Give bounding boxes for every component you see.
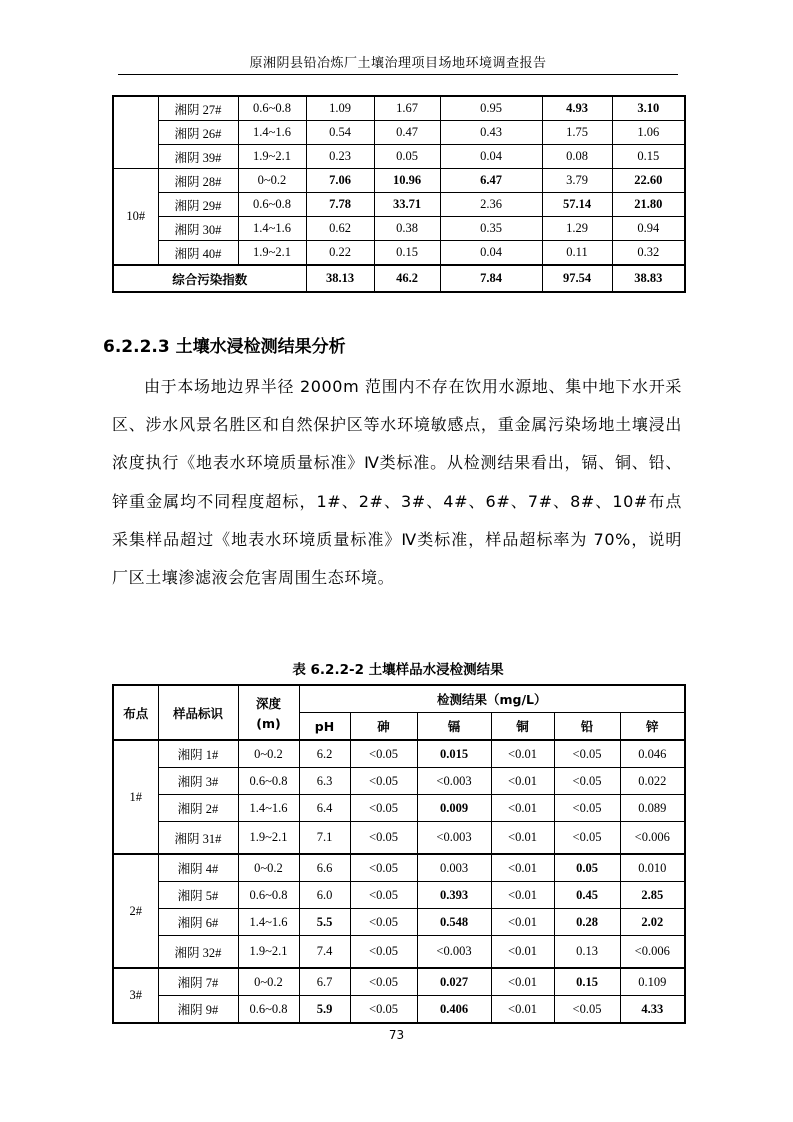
depth-cell: 0~0.2 (238, 854, 299, 882)
value-cell: <0.006 (620, 936, 685, 969)
value-cell: 7.06 (306, 169, 374, 193)
value-cell: 0.548 (417, 909, 491, 936)
value-cell: <0.01 (491, 936, 554, 969)
site-cell: 1# (113, 740, 158, 854)
value-cell: 0.94 (612, 217, 685, 241)
sample-cell: 湘阴 2# (158, 795, 238, 822)
table-row (113, 822, 685, 855)
table-row (113, 882, 685, 909)
section-title: 6.2.2.3 土壤水浸检测结果分析 (103, 337, 346, 357)
table-row (113, 854, 685, 882)
value-cell: 0.015 (417, 740, 491, 768)
table-row (113, 768, 685, 795)
header-col: pH (299, 713, 350, 741)
value-cell: <0.003 (417, 768, 491, 795)
table-row (113, 909, 685, 936)
value-cell: 6.0 (299, 882, 350, 909)
value-cell: 5.9 (299, 996, 350, 1024)
value-cell: 0.95 (440, 96, 542, 121)
value-cell: 1.29 (542, 217, 612, 241)
value-cell: <0.05 (350, 740, 417, 768)
sample-cell: 湘阴 29# (158, 193, 238, 217)
header-col: 铅 (554, 713, 620, 741)
header-col: 镉 (417, 713, 491, 741)
depth-cell: 0.6~0.8 (238, 193, 306, 217)
value-cell: <0.01 (491, 822, 554, 855)
value-cell: <0.01 (491, 768, 554, 795)
depth-cell: 1.9~2.1 (238, 241, 306, 266)
value-cell: 57.14 (542, 193, 612, 217)
depth-cell: 0~0.2 (238, 740, 299, 768)
value-cell: 2.36 (440, 193, 542, 217)
value-cell: <0.05 (350, 854, 417, 882)
value-cell: 0.05 (374, 145, 440, 169)
depth-cell: 0.6~0.8 (238, 996, 299, 1024)
sample-cell: 湘阴 7# (158, 968, 238, 996)
depth-cell: 0.6~0.8 (238, 96, 306, 121)
value-cell: 0.28 (554, 909, 620, 936)
value-cell: 6.7 (299, 968, 350, 996)
value-cell: 7.78 (306, 193, 374, 217)
header-depth (238, 685, 299, 740)
value-cell: 0.32 (612, 241, 685, 266)
depth-cell: 0~0.2 (238, 169, 306, 193)
summary-row (113, 265, 685, 292)
value-cell: <0.01 (491, 854, 554, 882)
header-col: 铜 (491, 713, 554, 741)
value-cell: 0.393 (417, 882, 491, 909)
sample-cell: 湘阴 9# (158, 996, 238, 1024)
summary-value: 7.84 (440, 265, 542, 292)
sample-cell: 湘阴 3# (158, 768, 238, 795)
value-cell: 0.003 (417, 854, 491, 882)
value-cell: <0.05 (554, 795, 620, 822)
value-cell: 7.1 (299, 822, 350, 855)
value-cell: 0.45 (554, 882, 620, 909)
value-cell: 6.4 (299, 795, 350, 822)
header-rule (118, 74, 678, 75)
table-row (113, 96, 685, 121)
value-cell: 0.38 (374, 217, 440, 241)
value-cell: 0.15 (554, 968, 620, 996)
sample-cell: 湘阴 4# (158, 854, 238, 882)
value-cell: <0.05 (350, 968, 417, 996)
value-cell: 0.15 (374, 241, 440, 266)
site-cell: 3# (113, 968, 158, 1023)
value-cell: 0.11 (542, 241, 612, 266)
sample-cell: 湘阴 26# (158, 121, 238, 145)
value-cell: <0.05 (554, 996, 620, 1024)
table-row (113, 936, 685, 969)
value-cell: 0.47 (374, 121, 440, 145)
value-cell: 0.15 (612, 145, 685, 169)
header-col: 砷 (350, 713, 417, 741)
sample-cell: 湘阴 31# (158, 822, 238, 855)
pollution-index-table (112, 95, 686, 293)
depth-cell: 0~0.2 (238, 968, 299, 996)
value-cell: <0.05 (350, 882, 417, 909)
value-cell: 0.406 (417, 996, 491, 1024)
table-row (113, 740, 685, 768)
depth-cell: 1.9~2.1 (238, 145, 306, 169)
value-cell: 0.23 (306, 145, 374, 169)
value-cell: <0.05 (554, 740, 620, 768)
value-cell: 0.089 (620, 795, 685, 822)
sample-cell: 湘阴 40# (158, 241, 238, 266)
value-cell: 2.85 (620, 882, 685, 909)
value-cell: 1.09 (306, 96, 374, 121)
value-cell: 5.5 (299, 909, 350, 936)
sample-cell: 湘阴 28# (158, 169, 238, 193)
value-cell: 0.04 (440, 145, 542, 169)
value-cell: <0.006 (620, 822, 685, 855)
value-cell: 6.2 (299, 740, 350, 768)
summary-value: 46.2 (374, 265, 440, 292)
table-row (113, 193, 685, 217)
depth-cell: 0.6~0.8 (238, 768, 299, 795)
value-cell: 10.96 (374, 169, 440, 193)
value-cell: <0.05 (350, 822, 417, 855)
value-cell: 22.60 (612, 169, 685, 193)
value-cell: <0.01 (491, 795, 554, 822)
header-col: 锌 (620, 713, 685, 741)
value-cell: <0.05 (350, 996, 417, 1024)
site-cell (113, 96, 158, 169)
sample-cell: 湘阴 30# (158, 217, 238, 241)
header-depth-label: 深度 (255, 696, 281, 711)
value-cell: <0.05 (350, 768, 417, 795)
site-cell: 2# (113, 854, 158, 968)
value-cell: 3.10 (612, 96, 685, 121)
summary-value: 97.54 (542, 265, 612, 292)
value-cell: 0.08 (542, 145, 612, 169)
water-leaching-results-table (112, 684, 686, 1024)
depth-cell: 1.4~1.6 (238, 121, 306, 145)
value-cell: 33.71 (374, 193, 440, 217)
table-row (113, 217, 685, 241)
header-sample: 样品标识 (158, 685, 238, 740)
site-cell: 10# (113, 169, 158, 266)
value-cell: 0.04 (440, 241, 542, 266)
header-depth-unit: (m) (256, 716, 281, 731)
value-cell: 0.05 (554, 854, 620, 882)
table-row (113, 996, 685, 1024)
value-cell: <0.05 (350, 795, 417, 822)
value-cell: 0.43 (440, 121, 542, 145)
value-cell: 4.33 (620, 996, 685, 1024)
table-row (113, 241, 685, 266)
depth-cell: 1.4~1.6 (238, 795, 299, 822)
table-row (113, 121, 685, 145)
table-row (113, 968, 685, 996)
table-row (113, 795, 685, 822)
value-cell: <0.01 (491, 996, 554, 1024)
sample-cell: 湘阴 6# (158, 909, 238, 936)
value-cell: 4.93 (542, 96, 612, 121)
header-results: 检测结果（mg/L） (299, 685, 685, 713)
value-cell: <0.003 (417, 822, 491, 855)
value-cell: 7.4 (299, 936, 350, 969)
value-cell: 0.22 (306, 241, 374, 266)
value-cell: 0.009 (417, 795, 491, 822)
summary-value: 38.83 (612, 265, 685, 292)
value-cell: 6.47 (440, 169, 542, 193)
table-row (113, 169, 685, 193)
value-cell: 1.75 (542, 121, 612, 145)
header-site: 布点 (113, 685, 158, 740)
value-cell: 1.06 (612, 121, 685, 145)
value-cell: 0.027 (417, 968, 491, 996)
analysis-paragraph: 由于本场地边界半径 2000m 范围内不存在饮用水源地、集中地下水开采区、涉水风景名胜区和自然保护区等水环境敏感点，重金属污染场地土壤浸出浓度执行《地表水环境质量标准》Ⅳ类标准。从检测结果看出，镉、铜、铅、锌重金属均不同程度超标，1#、2#、3#、4#、6#、7#、8#、10#布点采集样品超过《地表水环境质量标准》Ⅳ类标准，样品超标率为 70%，说明厂区土壤渗滤液会危害周围生态环境。 (112, 377, 682, 588)
value-cell: 6.6 (299, 854, 350, 882)
value-cell: 0.35 (440, 217, 542, 241)
table-row (113, 145, 685, 169)
sample-cell: 湘阴 32# (158, 936, 238, 969)
summary-value: 38.13 (306, 265, 374, 292)
depth-cell: 1.4~1.6 (238, 909, 299, 936)
value-cell: 0.022 (620, 768, 685, 795)
table-caption: 表 6.2.2-2 土壤样品水浸检测结果 (292, 662, 504, 678)
value-cell: <0.003 (417, 936, 491, 969)
page-header: 原湘阴县铅冶炼厂土壤治理项目场地环境调查报告 (249, 56, 547, 71)
value-cell: <0.01 (491, 882, 554, 909)
value-cell: 6.3 (299, 768, 350, 795)
depth-cell: 1.4~1.6 (238, 217, 306, 241)
value-cell: 0.010 (620, 854, 685, 882)
value-cell: 0.54 (306, 121, 374, 145)
value-cell: 2.02 (620, 909, 685, 936)
value-cell: <0.05 (350, 936, 417, 969)
sample-cell: 湘阴 5# (158, 882, 238, 909)
summary-label: 综合污染指数 (113, 265, 306, 292)
value-cell: 0.13 (554, 936, 620, 969)
sample-cell: 湘阴 39# (158, 145, 238, 169)
depth-cell: 1.9~2.1 (238, 936, 299, 969)
value-cell: 0.109 (620, 968, 685, 996)
value-cell: 3.79 (542, 169, 612, 193)
value-cell: <0.05 (350, 909, 417, 936)
sample-cell: 湘阴 27# (158, 96, 238, 121)
depth-cell: 1.9~2.1 (238, 822, 299, 855)
value-cell: 0.046 (620, 740, 685, 768)
value-cell: 1.67 (374, 96, 440, 121)
value-cell: <0.01 (491, 740, 554, 768)
value-cell: <0.01 (491, 968, 554, 996)
page-number: 73 (388, 1028, 405, 1042)
value-cell: <0.01 (491, 909, 554, 936)
depth-cell: 0.6~0.8 (238, 882, 299, 909)
value-cell: 0.62 (306, 217, 374, 241)
sample-cell: 湘阴 1# (158, 740, 238, 768)
value-cell: <0.05 (554, 822, 620, 855)
value-cell: <0.05 (554, 768, 620, 795)
value-cell: 21.80 (612, 193, 685, 217)
